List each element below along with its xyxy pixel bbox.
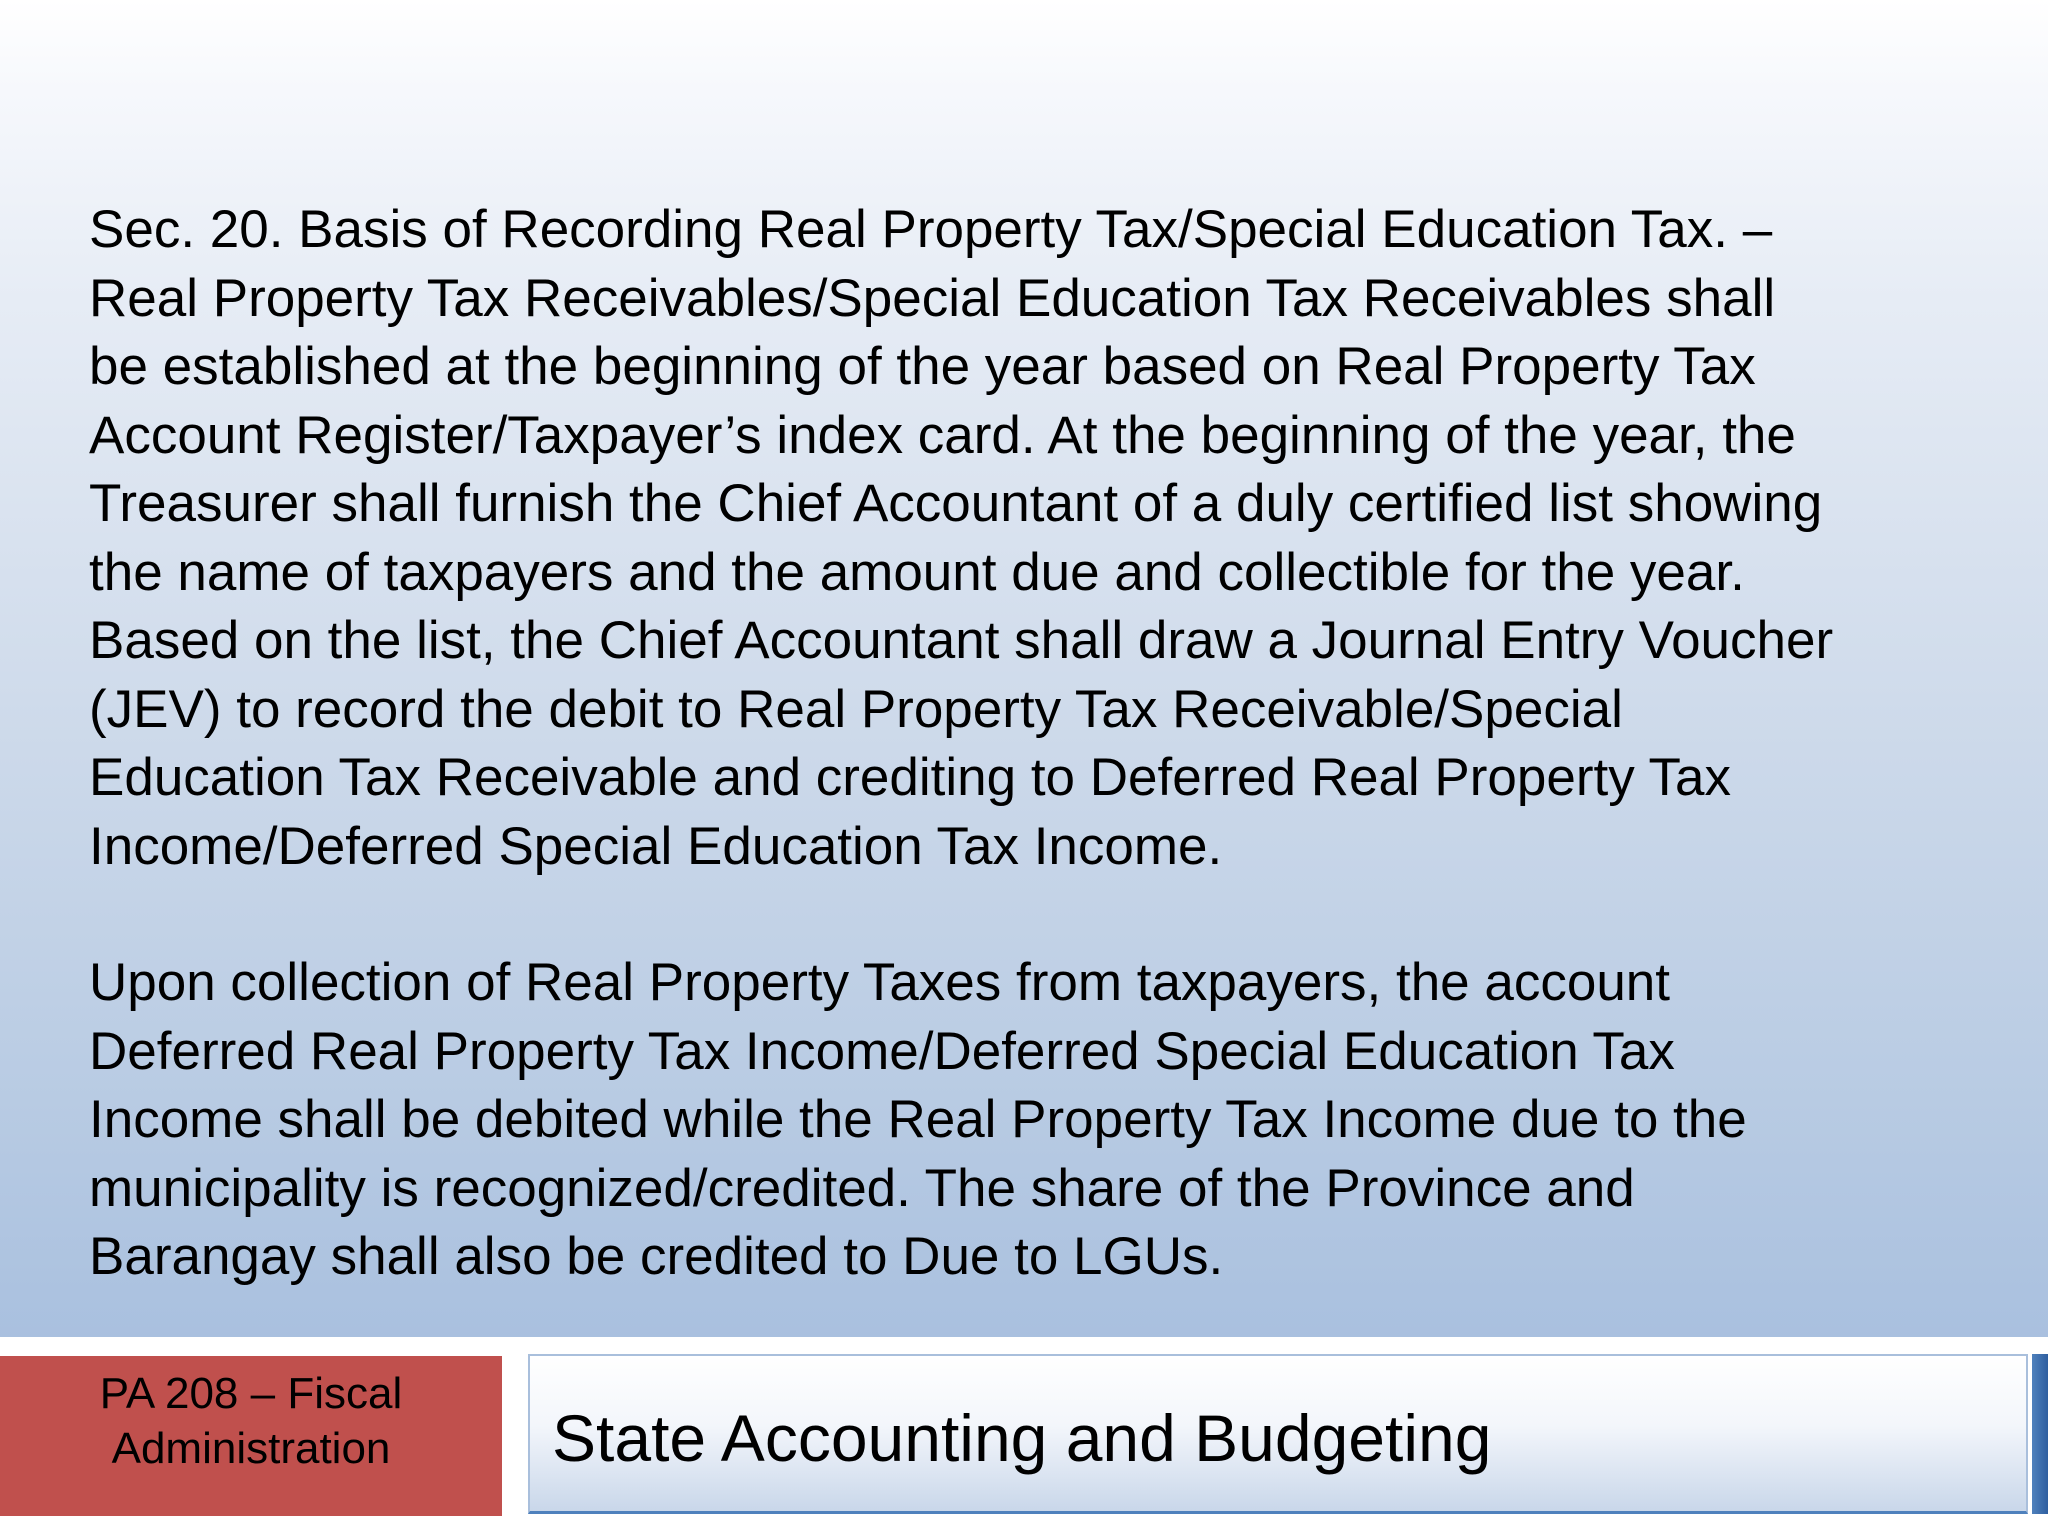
course-label-box: [0, 1356, 502, 1516]
text-line: municipality is recognized/credited. The share of the Province and: [89, 1158, 1635, 1218]
text-line: Upon collection of Real Property Taxes from taxpayers, the account: [89, 953, 1670, 1012]
text-line: Income shall be debited while the Real Property Tax Income due to the: [89, 1090, 1747, 1149]
paragraph-spacer: [89, 881, 1989, 949]
text-line: (JEV) to record the debit to Real Property Tax Receivable/Special: [89, 679, 1623, 739]
title-accent-stripe: [2032, 1354, 2048, 1514]
text-line: the name of taxpayers and the amount due and collectible for the year.: [89, 542, 1745, 602]
text-line: Account Register/Taxpayer’s index card. At the beginning of the year, the: [89, 405, 1796, 465]
slide-title-bar: [528, 1354, 2028, 1514]
course-name: Administration: [111, 1424, 391, 1473]
text-line: Income/Deferred Special Education Tax Income.: [89, 816, 1223, 876]
text-line: Treasurer shall furnish the Chief Accountant of a duly certified list showing: [89, 474, 1823, 533]
text-line: be established at the beginning of the year based on Real Property Tax: [89, 337, 1756, 396]
slide-title: State Accounting and Budgeting: [552, 1401, 1492, 1475]
text-line: Based on the list, the Chief Accountant shall draw a Journal Entry Voucher: [89, 611, 1834, 670]
slide-body-text: [89, 196, 1989, 1292]
text-line: Deferred Real Property Tax Income/Deferred Special Education Tax: [89, 1021, 1675, 1081]
text-line: Sec. 20. Basis of Recording Real Property Tax/Special Education Tax. –: [89, 200, 1773, 259]
text-line: Real Property Tax Receivables/Special Education Tax Receivables shall: [89, 268, 1776, 328]
paragraph-recording-basis: [89, 196, 1989, 881]
text-line: Barangay shall also be credited to Due to LGUs.: [89, 1227, 1224, 1286]
course-code: PA 208 – Fiscal: [99, 1369, 403, 1418]
paragraph-collection: [89, 949, 1989, 1292]
text-line: Education Tax Receivable and crediting to Deferred Real Property Tax: [89, 748, 1731, 807]
